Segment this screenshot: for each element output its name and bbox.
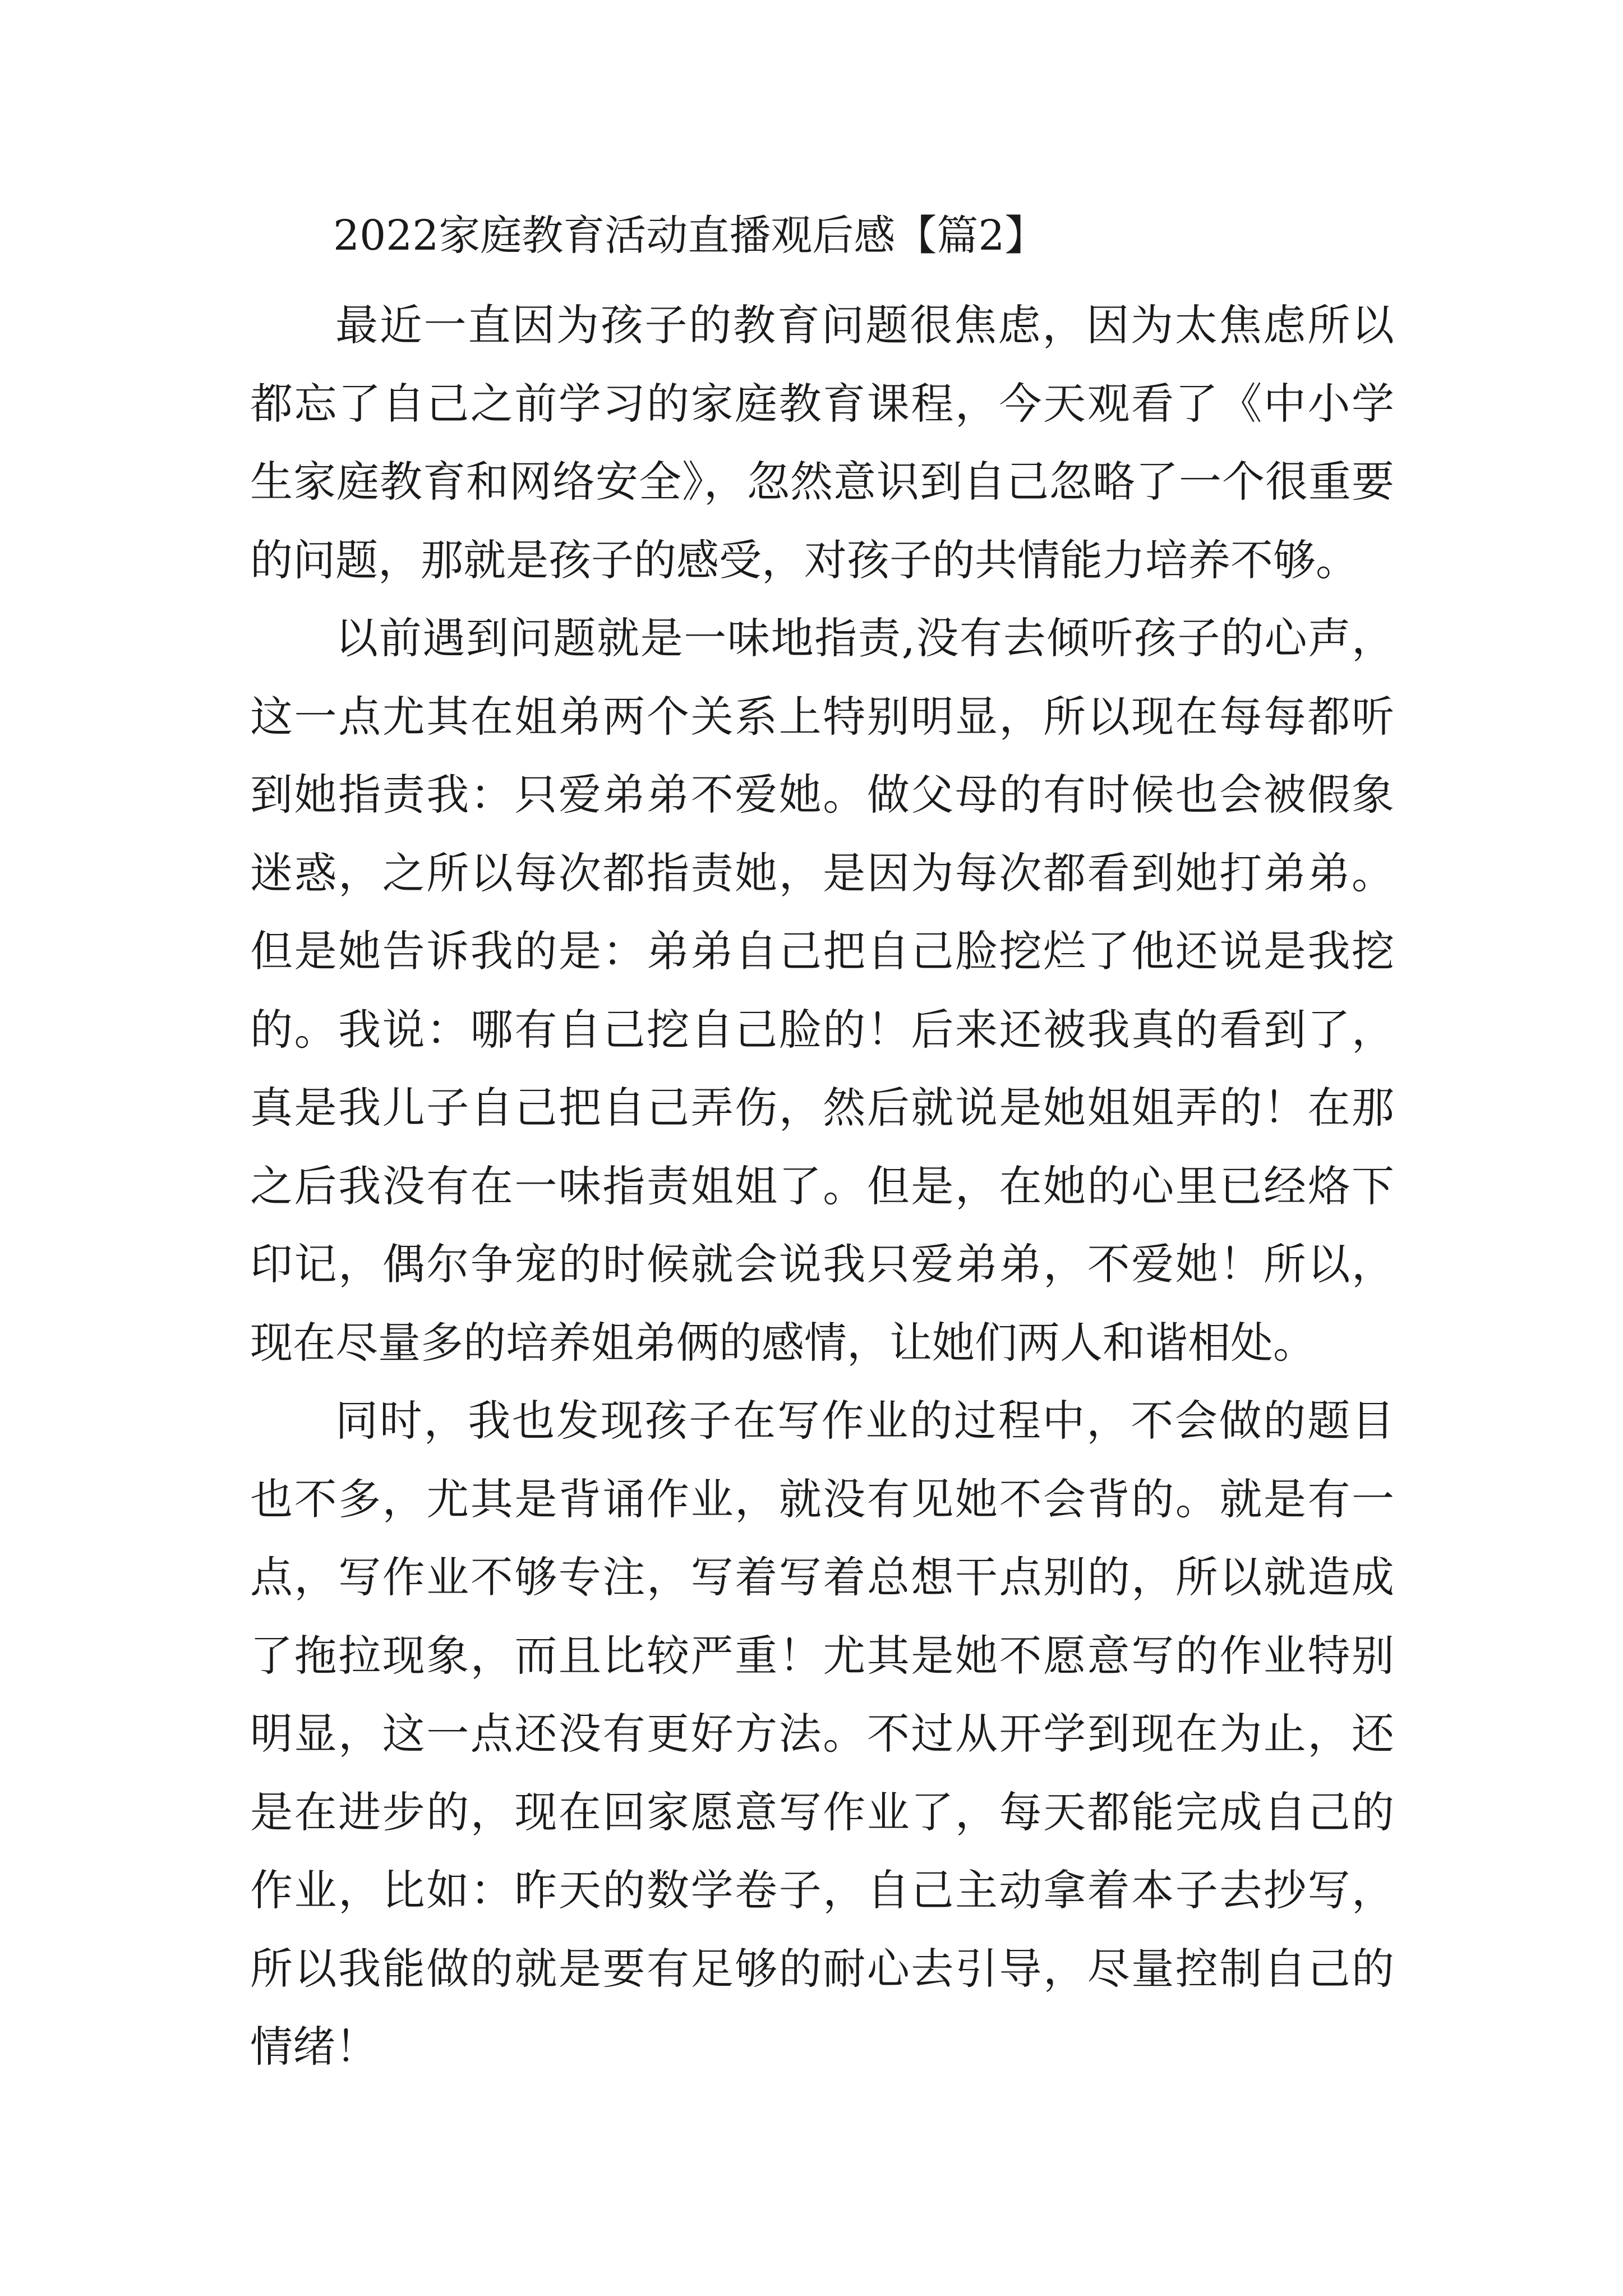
paragraph: 以前遇到问题就是一味地指责,没有去倾听孩子的心声，这一点尤其在姐弟两个关系上特别明显，所以现在每每都听到她指责我：只爱弟弟不爱她。做父母的有时候也会被假象迷惑，之所以每次都指责她，是因为每次都看到她打弟弟。但是她告诉我的是：弟弟自己把自己脸挖烂了他还说是我挖的。我说：哪有自己挖自己脸的！后来还被我真的看到了，真是我儿子自己把自己弄伤，然后就说是她姐姐弄的！在那之后我没有在一味指责姐姐了。但是，在她的心里已经烙下印记，偶尔争宠的时候就会说我只爱弟弟，不爱她！所以，现在尽量多的培养姐弟俩的感情，让她们两人和谐相处。 <box>250 613 1394 1368</box>
paragraph: 最近一直因为孩子的教育问题很焦虑，因为太焦虑所以都忘了自己之前学习的家庭教育课程，今天观看了《中小学生家庭教育和网络安全》，忽然意识到自己忽略了一个很重要的问题，那就是孩子的感受，对孩子的共情能力培养不够。 <box>250 300 1394 585</box>
document-body <box>250 286 1394 2086</box>
paragraph: 同时，我也发现孩子在写作业的过程中，不会做的题目也不多，尤其是背诵作业，就没有见她不会背的。就是有一点，写作业不够专注，写着写着总想干点别的，所以就造成了拖拉现象，而且比较严重！尤其是她不愿意写的作业特别明显，这一点还没有更好方法。不过从开学到现在为止，还是在进步的，现在回家愿意写作业了，每天都能完成自己的作业，比如：昨天的数学卷子，自己主动拿着本子去抄写，所以我能做的就是要有足够的耐心去引导，尽量控制自己的情绪！ <box>250 1396 1394 2072</box>
document-title: 2022家庭教育活动直播观后感【篇2】 <box>333 211 1046 260</box>
